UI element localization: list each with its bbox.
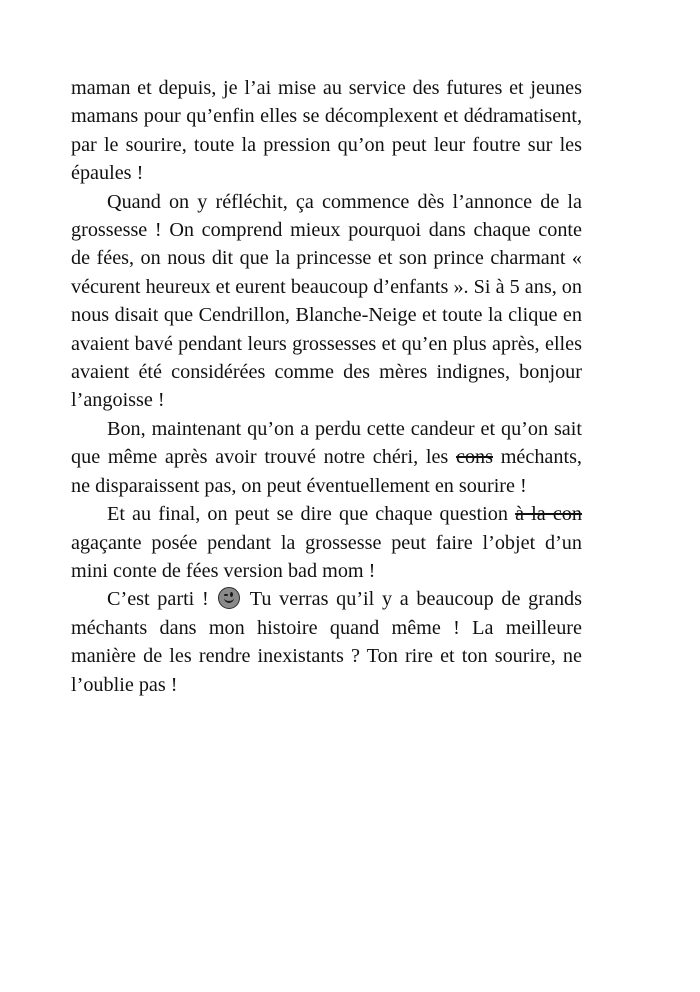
paragraph-5 bbox=[71, 585, 582, 699]
struck-phrase: à la con bbox=[515, 503, 582, 526]
body-text bbox=[71, 74, 582, 699]
winking-face-icon bbox=[218, 587, 240, 609]
paragraph-3-text-after: méchants, ne disparaissent pas, on peut éventuellement en sourire ! bbox=[71, 446, 582, 497]
paragraph-4-text-after: agaçante posée pendant la grossesse peut faire l’objet d’un mini conte de fées version bad mom ! bbox=[71, 531, 582, 582]
paragraph-5-text-before: C’est parti ! bbox=[107, 588, 217, 611]
paragraph-3-text-before: Bon, maintenant qu’on a perdu cette candeur et qu’on sait que même après avoir trouvé notre chéri, les bbox=[71, 417, 582, 469]
paragraph-4 bbox=[71, 500, 582, 585]
paragraph-2: Quand on y réfléchit, ça commence dès l’annonce de la grossesse ! On comprend mieux pourquoi dans chaque conte de fées, on nous dit que la princesse et son prince charmant « vécurent heureux et eurent beaucoup d’enfants ». Si à 5 ans, on nous disait que Cendrillon, Blanche-Neige et toute la clique en avaient bavé pendant leurs grossesses et qu’en plus après, elles avaient été considérées comme des mères indignes, bonjour l’angoisse ! bbox=[71, 190, 582, 412]
paragraph-5-text-after: Tu verras qu’il y a beaucoup de grands méchants dans mon histoire quand même ! La meilleure manière de les rendre inexistants ? Ton rire et ton sourire, ne l’oublie pas ! bbox=[71, 588, 582, 696]
paragraph-3 bbox=[71, 415, 582, 500]
struck-word: cons bbox=[455, 446, 493, 469]
paragraph-1: maman et depuis, je l’ai mise au service des futures et jeunes mamans pour qu’enfin elles se décomplexent et dédramatisent, par le sourire, toute la pression qu’on peut leur foutre sur les épaules ! bbox=[71, 77, 582, 185]
paragraph-4-text-before: Et au final, on peut se dire que chaque question bbox=[107, 503, 516, 526]
